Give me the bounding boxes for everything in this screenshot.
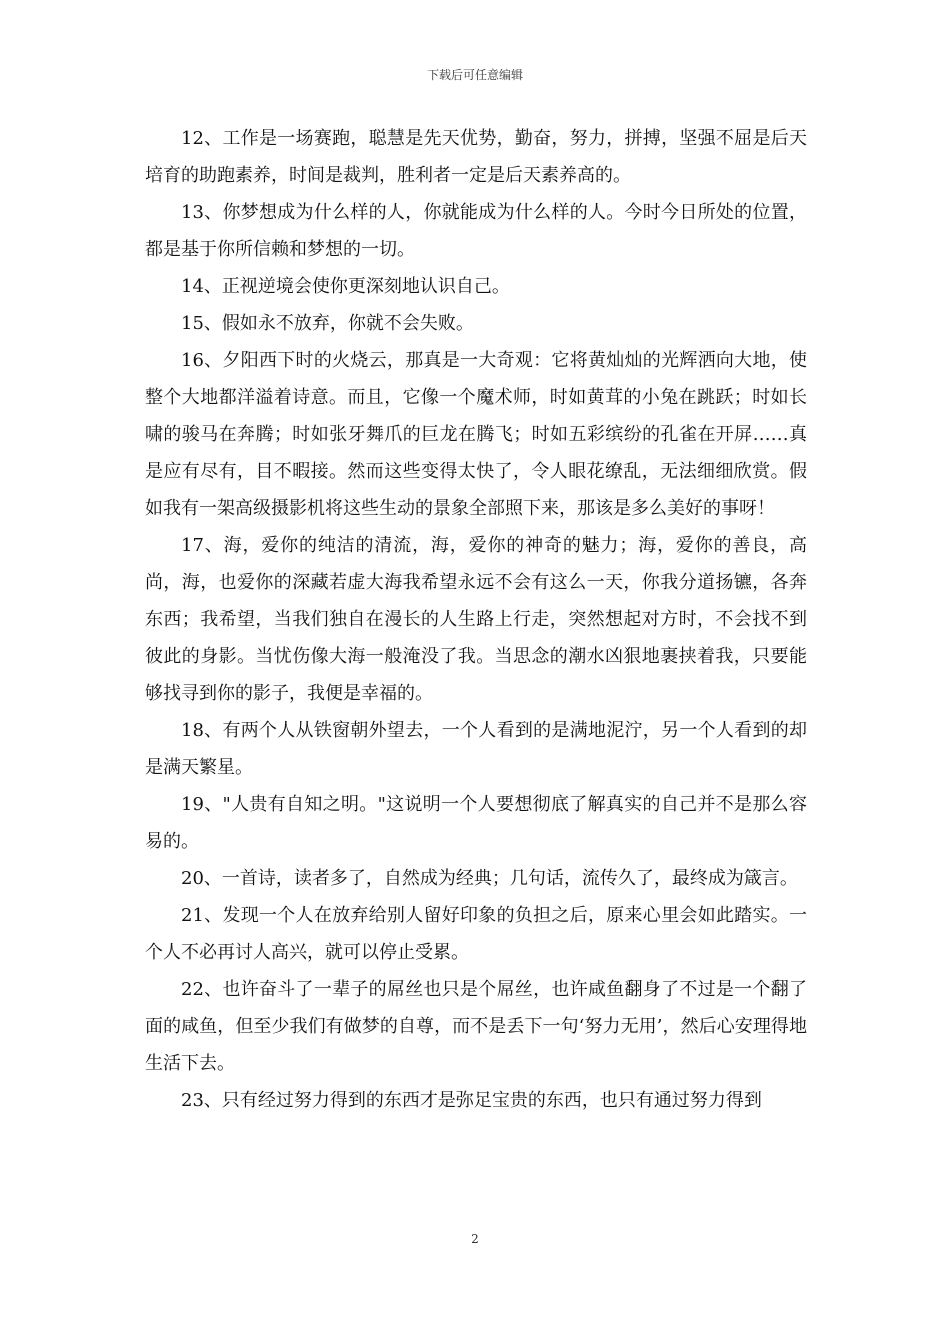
paragraph-17: 17、海，爱你的纯洁的清流，海，爱你的神奇的魅力；海，爱你的善良，高尚，海，也爱你的深藏若虚大海我希望永远不会有这么一天，你我分道扬镳，各奔东西；我希望，当我们独自在漫长的人生路上行走，突然想起对方时，不会找不到彼此的身影。当忧伤像大海一般淹没了我。当思念的潮水凶狠地裹挟着我，只要能够找寻到你的影子，我便是幸福的。 <box>145 535 807 704</box>
paragraph-19: 19、"人贵有自知之明。"这说明一个人要想彻底了解真实的自己并不是那么容易的。 <box>145 794 807 852</box>
paragraph-14: 14、正视逆境会使你更深刻地认识自己。 <box>181 276 510 297</box>
paragraph-21: 21、发现一个人在放弃给别人留好印象的负担之后，原来心里会如此踏实。一个人不必再讨人高兴，就可以停止受累。 <box>145 905 807 963</box>
page-number: 2 <box>471 1232 479 1246</box>
paragraph-23: 23、只有经过努力得到的东西才是弥足宝贵的东西，也只有通过努力得到 <box>181 1090 762 1111</box>
page-header: 下载后可任意编辑 <box>426 68 523 82</box>
paragraph-15: 15、假如永不放弃，你就不会失败。 <box>181 313 474 334</box>
paragraph-22: 22、也许奋斗了一辈子的屌丝也只是个屌丝，也许咸鱼翻身了不过是一个翻了面的咸鱼，但至少我们有做梦的自尊，而不是丢下一句‘努力无用’，然后心安理得地生活下去。 <box>145 979 807 1074</box>
paragraph-18: 18、有两个人从铁窗朝外望去，一个人看到的是满地泥泞，另一个人看到的却是满天繁星。 <box>145 720 807 778</box>
paragraph-13: 13、你梦想成为什么样的人，你就能成为什么样的人。今时今日所处的位置，都是基于你所信赖和梦想的一切。 <box>145 202 807 260</box>
document-body <box>145 120 807 1119</box>
paragraph-16: 16、夕阳西下时的火烧云，那真是一大奇观：它将黄灿灿的光辉洒向大地，使整个大地都洋溢着诗意。而且，它像一个魔术师，时如黄茸的小兔在跳跃；时如长啸的骏马在奔腾；时如张牙舞爪的巨龙在腾飞；时如五彩缤纷的孔雀在开屏……真是应有尽有，目不暇接。然而这些变得太快了，令人眼花缭乱，无法细细欣赏。假如我有一架高级摄影机将这些生动的景象全部照下来，那该是多么美好的事呀！ <box>145 350 807 519</box>
paragraph-12: 12、工作是一场赛跑，聪慧是先天优势，勤奋，努力，拼搏，坚强不屈是后天培育的助跑素养，时间是裁判，胜利者一定是后天素养高的。 <box>145 128 807 186</box>
paragraph-20: 20、一首诗，读者多了，自然成为经典；几句话，流传久了，最终成为箴言。 <box>181 868 798 889</box>
